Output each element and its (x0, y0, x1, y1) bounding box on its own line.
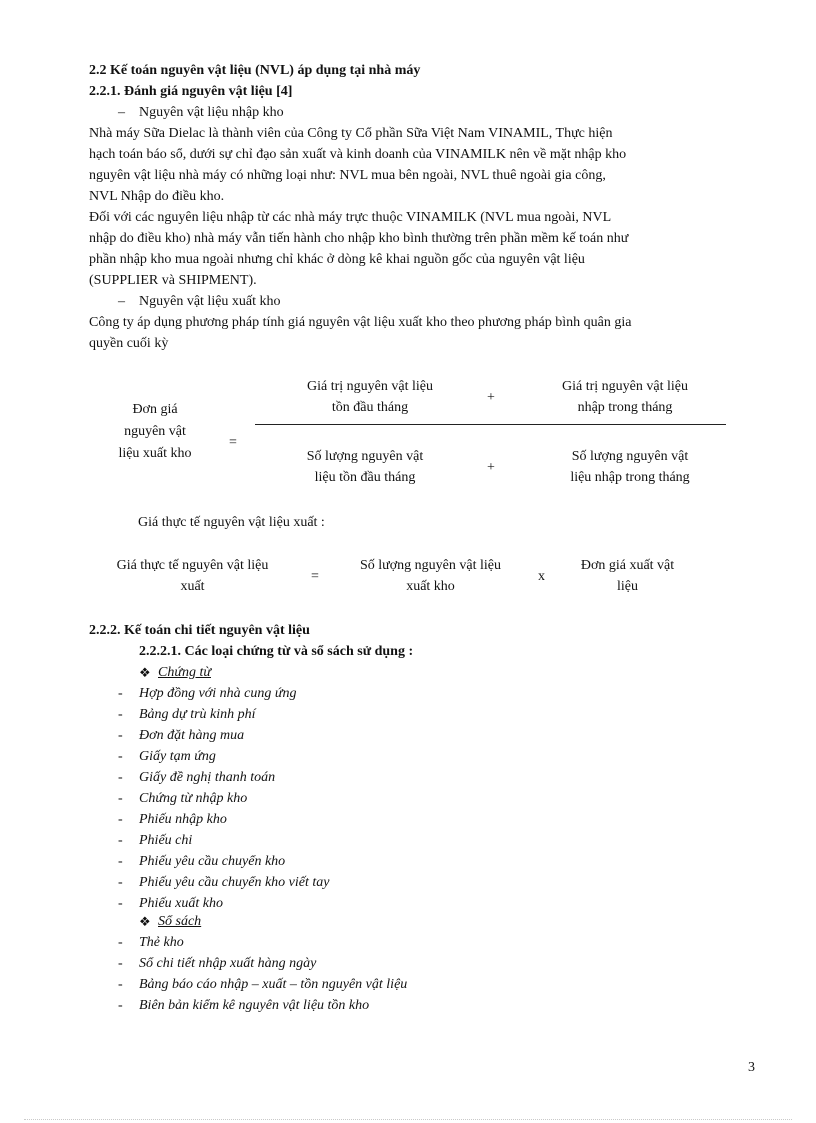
formula2-times: x (538, 569, 545, 584)
chung-tu-title: Chứng từ (158, 665, 211, 680)
list-dash: - (118, 749, 123, 764)
formula1-num-right-line1: Giá trị nguyên vật liệu (562, 379, 688, 394)
formula1-den-right-line2: liệu nhập trong tháng (570, 470, 690, 485)
list-dash: - (118, 812, 123, 827)
section-heading-2-2-2: 2.2.2. Kế toán chi tiết nguyên vật liệu (89, 623, 310, 638)
para1-line2: hạch toán báo sổ, dưới sự chỉ đạo sản xuất và kinh doanh của VINAMILK nên về mặt nhập kho (89, 147, 627, 162)
list-item: Bảng dự trù kinh phí (139, 707, 256, 722)
formula1-plus-bottom: + (487, 460, 495, 475)
diamond-bullet-icon: ❖ (139, 665, 151, 680)
section-heading-2-2: 2.2 Kế toán nguyên vật liệu (NVL) áp dụng tại nhà máy (89, 63, 421, 78)
page-number: 3 (748, 1060, 755, 1075)
formula1-lhs-line2: nguyên vật (124, 424, 186, 439)
list-dash: - (118, 956, 123, 971)
list-item: Sổ chi tiết nhập xuất hàng ngày (139, 956, 317, 971)
formula1-den-left-line2: liệu tồn đầu tháng (314, 470, 416, 485)
section-heading-2-2-1: 2.2.1. Đánh giá nguyên vật liệu [4] (89, 84, 293, 99)
formula2-rhs-line1: Đơn giá xuất vật (580, 558, 675, 573)
list-item: Biên bản kiểm kê nguyên vật liệu tồn kho (139, 998, 370, 1013)
list-dash: - (118, 935, 123, 950)
list-dash: - (118, 896, 123, 911)
list-item: Đơn đặt hàng mua (139, 728, 245, 743)
list-item: Phiếu chi (139, 833, 193, 848)
item-xuat-kho: Nguyên vật liệu xuất kho (139, 294, 281, 309)
formula2-mid-line1: Số lượng nguyên vật liệu (360, 558, 501, 573)
list-dash: - (118, 977, 123, 992)
list-dash: - (118, 998, 123, 1013)
para3-line1: Công ty áp dụng phương pháp tính giá nguyên vật liệu xuất kho theo phương pháp bình quân gia (89, 315, 632, 330)
list-item: Chứng từ nhập kho (139, 791, 248, 806)
formula1-lhs-line3: liệu xuất kho (118, 446, 192, 461)
list-dash: - (118, 854, 123, 869)
gia-thuc-te-label: Giá thực tế nguyên vật liệu xuất : (138, 515, 325, 530)
list-dash: - (118, 833, 123, 848)
dash-bullet: – (118, 294, 125, 309)
list-item: Phiếu nhập kho (139, 812, 227, 827)
list-item: Hợp đồng với nhà cung ứng (139, 686, 297, 701)
list-dash: - (118, 875, 123, 890)
para1-line4: NVL Nhập do điều kho. (89, 189, 225, 204)
section-heading-2-2-2-1: 2.2.2.1. Các loại chứng từ và sổ sách sử dụng : (139, 644, 414, 659)
list-item: Phiếu yêu cầu chuyển kho viết tay (139, 875, 330, 890)
list-dash: - (118, 791, 123, 806)
list-item: Phiếu yêu cầu chuyển kho (139, 854, 286, 869)
formula2-equals: = (311, 569, 319, 584)
formula2-mid-line2: xuất kho (406, 579, 455, 594)
list-dash: - (118, 728, 123, 743)
page-bottom-border (24, 1119, 792, 1120)
para1-line1: Nhà máy Sữa Dielac là thành viên của Công ty Cổ phần Sữa Việt Nam VINAMIL, Thực hiện (89, 126, 613, 141)
formula1-num-right-line2: nhập trong tháng (577, 400, 673, 415)
para2-line2: nhập do điều kho) nhà máy vẫn tiến hành cho nhập kho bình thường trên phần mềm kế toán như (89, 231, 629, 246)
formula2-lhs-line2: xuất (180, 579, 205, 594)
formula1-equals: = (229, 435, 237, 450)
list-dash: - (118, 686, 123, 701)
para2-line4: (SUPPLIER và SHIPMENT). (89, 273, 257, 288)
para2-line1: Đối với các nguyên liệu nhập từ các nhà máy trực thuộc VINAMILK (NVL mua ngoài, NVL (89, 210, 612, 225)
list-item: Giấy đề nghị thanh toán (139, 770, 276, 785)
formula1-lhs-line1: Đơn giá (132, 402, 178, 417)
formula1-den-right-line1: Số lượng nguyên vật (571, 449, 689, 464)
para2-line3: phần nhập kho mua ngoài nhưng chỉ khác ở dòng kê khai nguồn gốc của nguyên vật liệu (89, 252, 585, 267)
formula1-num-left-line1: Giá trị nguyên vật liệu (307, 379, 433, 394)
diamond-bullet-icon: ❖ (139, 914, 151, 929)
para1-line3: nguyên vật liệu nhà máy có những loại như: NVL mua bên ngoài, NVL thuê ngoài gia công, (89, 168, 606, 183)
list-dash: - (118, 770, 123, 785)
list-item: Giấy tạm ứng (139, 749, 216, 764)
so-sach-title: Sổ sách (158, 914, 202, 929)
formula1-den-left-line1: Số lượng nguyên vật (306, 449, 424, 464)
list-item: Bảng báo cáo nhập – xuất – tồn nguyên vật liệu (139, 977, 408, 992)
dash-bullet: – (118, 105, 125, 120)
formula2-lhs-line1: Giá thực tế nguyên vật liệu (116, 558, 269, 573)
formula2-rhs-line2: liệu (617, 579, 638, 594)
list-item: Phiếu xuất kho (139, 896, 223, 911)
item-nhap-kho: Nguyên vật liệu nhập kho (139, 105, 284, 120)
fraction-bar (255, 424, 726, 425)
list-item: Thẻ kho (139, 935, 184, 950)
formula1-plus-top: + (487, 390, 495, 405)
list-dash: - (118, 707, 123, 722)
formula1-num-left-line2: tồn đầu tháng (331, 400, 409, 415)
para3-line2: quyền cuối kỳ (89, 336, 169, 351)
